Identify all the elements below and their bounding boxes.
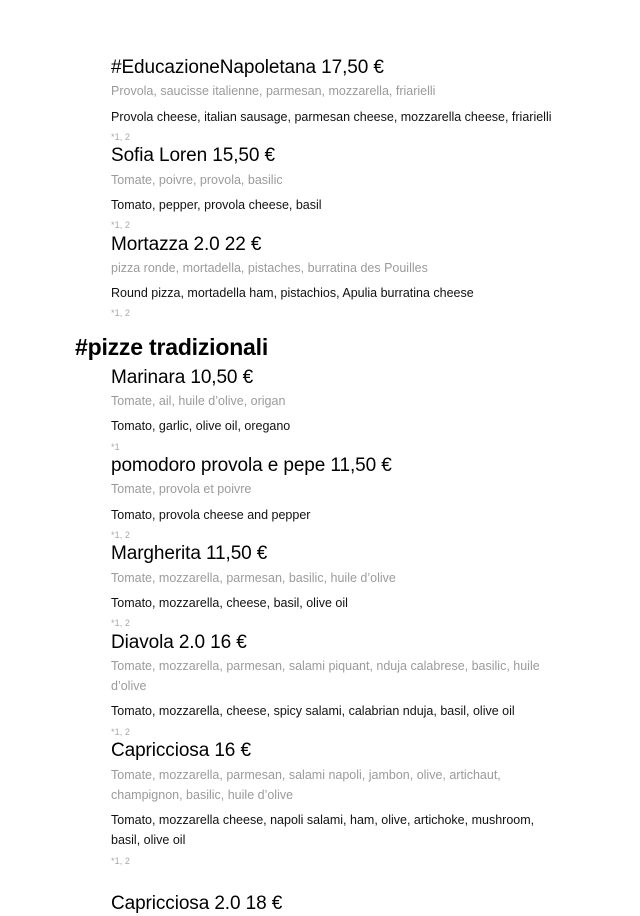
menu-item-description-fr: Tomate, poivre, provola, basilic (111, 172, 283, 187)
menu-item-name: Capricciosa 2.0 18 € (111, 893, 283, 914)
menu-item (111, 366, 558, 454)
menu-item-description-fr: Tomate, provola et poivre (111, 482, 252, 497)
menu-item-name: Sofia Loren 15,50 € (111, 145, 275, 167)
menu-item (111, 233, 558, 321)
menu-content (75, 56, 565, 916)
menu-item-name: Diavola 2.0 16 € (111, 631, 247, 653)
menu-item-description-en: Tomato, mozzarella, cheese, basil, olive oil (111, 595, 348, 610)
menu-item-description-fr: Tomate, ail, huile d’olive, origan (111, 394, 286, 408)
menu-item-footnote: *1, 2 (111, 220, 131, 231)
menu-item-description-fr: Tomate, mozzarella, parmesan, basilic, huile d’olive (111, 570, 396, 585)
menu-item-description-en: Tomato, provola cheese and pepper (111, 507, 311, 522)
menu-item (111, 56, 558, 144)
menu-item-description-en: Provola cheese, italian sausage, parmesan cheese, mozzarella cheese, friarielli (111, 109, 552, 124)
menu-item-name: Mortazza 2.0 22 € (111, 233, 262, 255)
menu-item-footnote: *1, 2 (111, 726, 131, 737)
menu-blocks (75, 56, 565, 916)
menu-item-description-fr: pizza ronde, mortadella, pistaches, burratina des Pouilles (111, 260, 428, 275)
menu-item-footnote: *1, 2 (111, 131, 131, 142)
section-heading: #pizze tradizionali (75, 333, 269, 360)
menu-item-description-en: Tomato, pepper, provola cheese, basil (111, 197, 322, 212)
menu-item-name: Margherita 11,50 € (111, 543, 268, 565)
menu-item-name: pomodoro provola e pepe 11,50 € (111, 455, 392, 476)
menu-item-description-en: Tomato, mozzarella cheese, napoli salami, ham, olive, artichoke, mushroom, basil, olive oil (111, 813, 535, 848)
menu-item (111, 542, 558, 630)
menu-item-description-fr: Tomate, mozzarella, parmesan, salami napoli, jambon, olive, artichaut, champignon, basilic, huile d’olive (111, 767, 501, 802)
menu-item-description-fr: Tomate, mozzarella, parmesan, salami piquant, nduja calabrese, basilic, huile d’olive (111, 658, 540, 694)
menu-item-footnote: *1, 2 (111, 308, 131, 319)
menu-item-description-en: Round pizza, mortadella ham, pistachios, Apulia burratina cheese (111, 286, 474, 301)
menu-item-footnote: *1, 2 (111, 618, 131, 629)
menu-item-footnote: *1 (111, 441, 120, 452)
menu-item-name: #EducazioneNapoletana 17,50 € (111, 57, 384, 78)
menu-item (111, 454, 558, 542)
menu-item-description-en: Tomato, mozzarella, cheese, spicy salami, calabrian nduja, basil, olive oil (111, 704, 515, 719)
menu-item-name: Capricciosa 16 € (111, 740, 251, 762)
menu-item-description-fr: Provola, saucisse italienne, parmesan, mozzarella, friarielli (111, 84, 436, 99)
menu-item-footnote: *1, 2 (111, 529, 131, 540)
menu-item (111, 739, 558, 868)
menu-item (111, 144, 558, 232)
menu-item (111, 892, 558, 916)
menu-item-group (111, 366, 558, 916)
menu-item-footnote: *1, 2 (111, 855, 131, 866)
menu-item-group (111, 56, 558, 321)
menu-item-name: Marinara 10,50 € (111, 366, 254, 388)
menu-item (111, 631, 558, 740)
menu-item-description-en: Tomato, garlic, olive oil, oregano (111, 419, 291, 434)
